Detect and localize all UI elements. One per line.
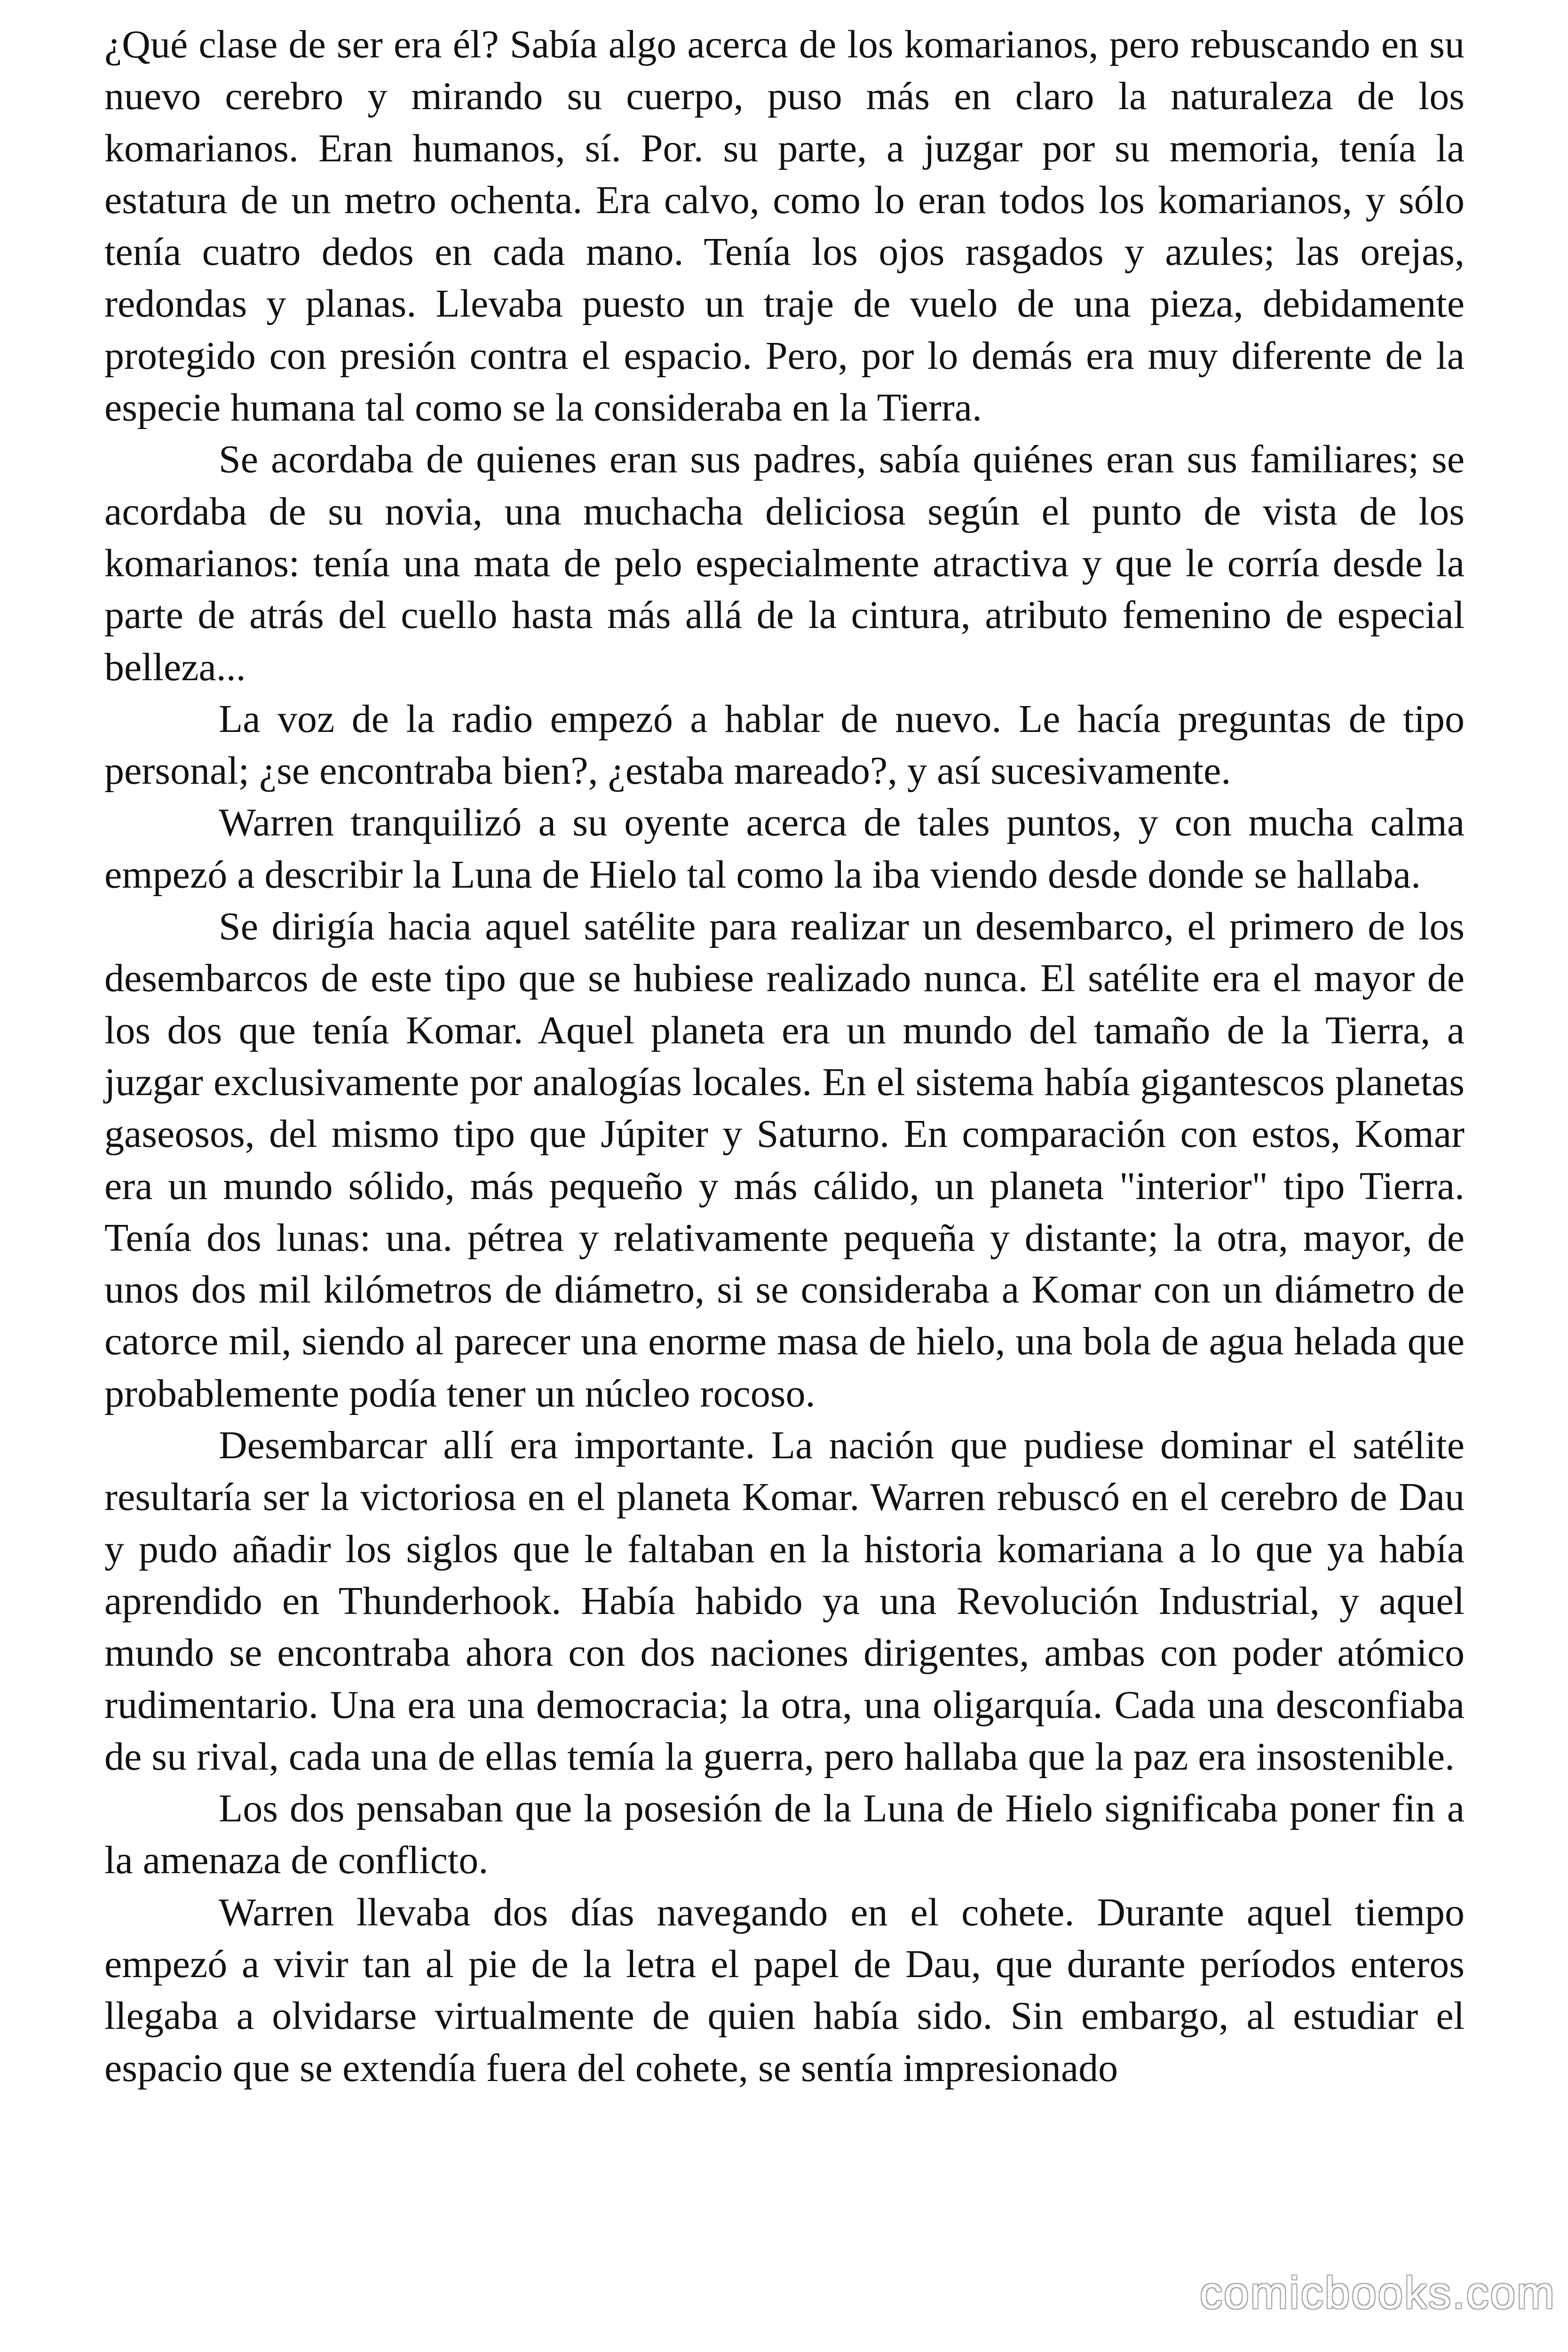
paragraph: ¿Qué clase de ser era él? Sabía algo acerca de los komarianos, pero rebuscando en su nuevo cerebro y mirando su cuerpo, puso más en claro la naturaleza de los komarianos. Eran humanos, sí. Por. su parte, a juzgar por su memoria, tenía la estatura de un metro ochenta. Era calvo, como lo eran todos los komarianos, y sólo tenía cuatro dedos en cada mano. Tenía los ojos rasgados y azules; las orejas, redondas y planas. Llevaba puesto un traje de vuelo de una pieza, debidamente protegido con presión contra el espacio. Pero, por lo demás era muy diferente de la especie humana tal como se la consideraba en la Tierra. — [104, 23, 1465, 430]
paragraph: Se acordaba de quienes eran sus padres, sabía quiénes eran sus familiares; se acordaba de su novia, una muchacha deliciosa según el punto de vista de los komarianos: tenía una mata de pelo especialmente atractiva y que le corría desde la parte de atrás del cuello hasta más allá de la cintura, atributo femenino de especial belleza... — [104, 437, 1465, 689]
paragraph: La voz de la radio empezó a hablar de nuevo. Le hacía preguntas de tipo personal; ¿se encontraba bien?, ¿estaba mareado?, y así sucesivamente. — [104, 697, 1465, 793]
paragraph: Se dirigía hacia aquel satélite para realizar un desembarco, el primero de los desembarcos de este tipo que se hubiese realizado nunca. El satélite era el mayor de los dos que tenía Komar. Aquel planeta era un mundo del tamaño de la Tierra, a juzgar exclusivamente por analogías locales. En el sistema había gigantescos planetas gaseosos, del mismo tipo que Júpiter y Saturno. En comparación con estos, Komar era un mundo sólido, más pequeño y más cálido, un planeta "interior" tipo Tierra. Tenía dos lunas: una. pétrea y relativamente pequeña y distante; la otra, mayor, de unos dos mil kilómetros de diámetro, si se consideraba a Komar con un diámetro de catorce mil, siendo al parecer una enorme masa de hielo, una bola de agua helada que probablemente podía tener un núcleo rocoso. — [104, 905, 1465, 1415]
document-page — [104, 19, 1465, 2094]
paragraph: Desembarcar allí era importante. La nación que pudiese dominar el satélite resultaría ser la victoriosa en el planeta Komar. Warren rebuscó en el cerebro de Dau y pudo añadir los siglos que le faltaban en la historia komariana a lo que ya había aprendido en Thunderhook. Había habido ya una Revolución Industrial, y aquel mundo se encontraba ahora con dos naciones dirigentes, ambas con poder atómico rudimentario. Una era una democracia; la otra, una oligarquía. Cada una desconfiaba de su rival, cada una de ellas temía la guerra, pero hallaba que la paz era insostenible. — [104, 1423, 1465, 1779]
paragraph: Warren tranquilizó a su oyente acerca de tales puntos, y con mucha calma empezó a describir la Luna de Hielo tal como la iba viendo desde donde se hallaba. — [104, 801, 1465, 897]
watermark: comicbooks.com — [1200, 2268, 1556, 2318]
paragraph: Warren llevaba dos días navegando en el cohete. Durante aquel tiempo empezó a vivir tan al pie de la letra el papel de Dau, que durante períodos enteros llegaba a olvidarse virtualmente de quien había sido. Sin embargo, al estudiar el espacio que se extendía fuera del cohete, se sentía impresionado — [104, 1890, 1465, 2090]
paragraph: Los dos pensaban que la posesión de la Luna de Hielo significaba poner fin a la amenaza de conflicto. — [104, 1787, 1465, 1883]
